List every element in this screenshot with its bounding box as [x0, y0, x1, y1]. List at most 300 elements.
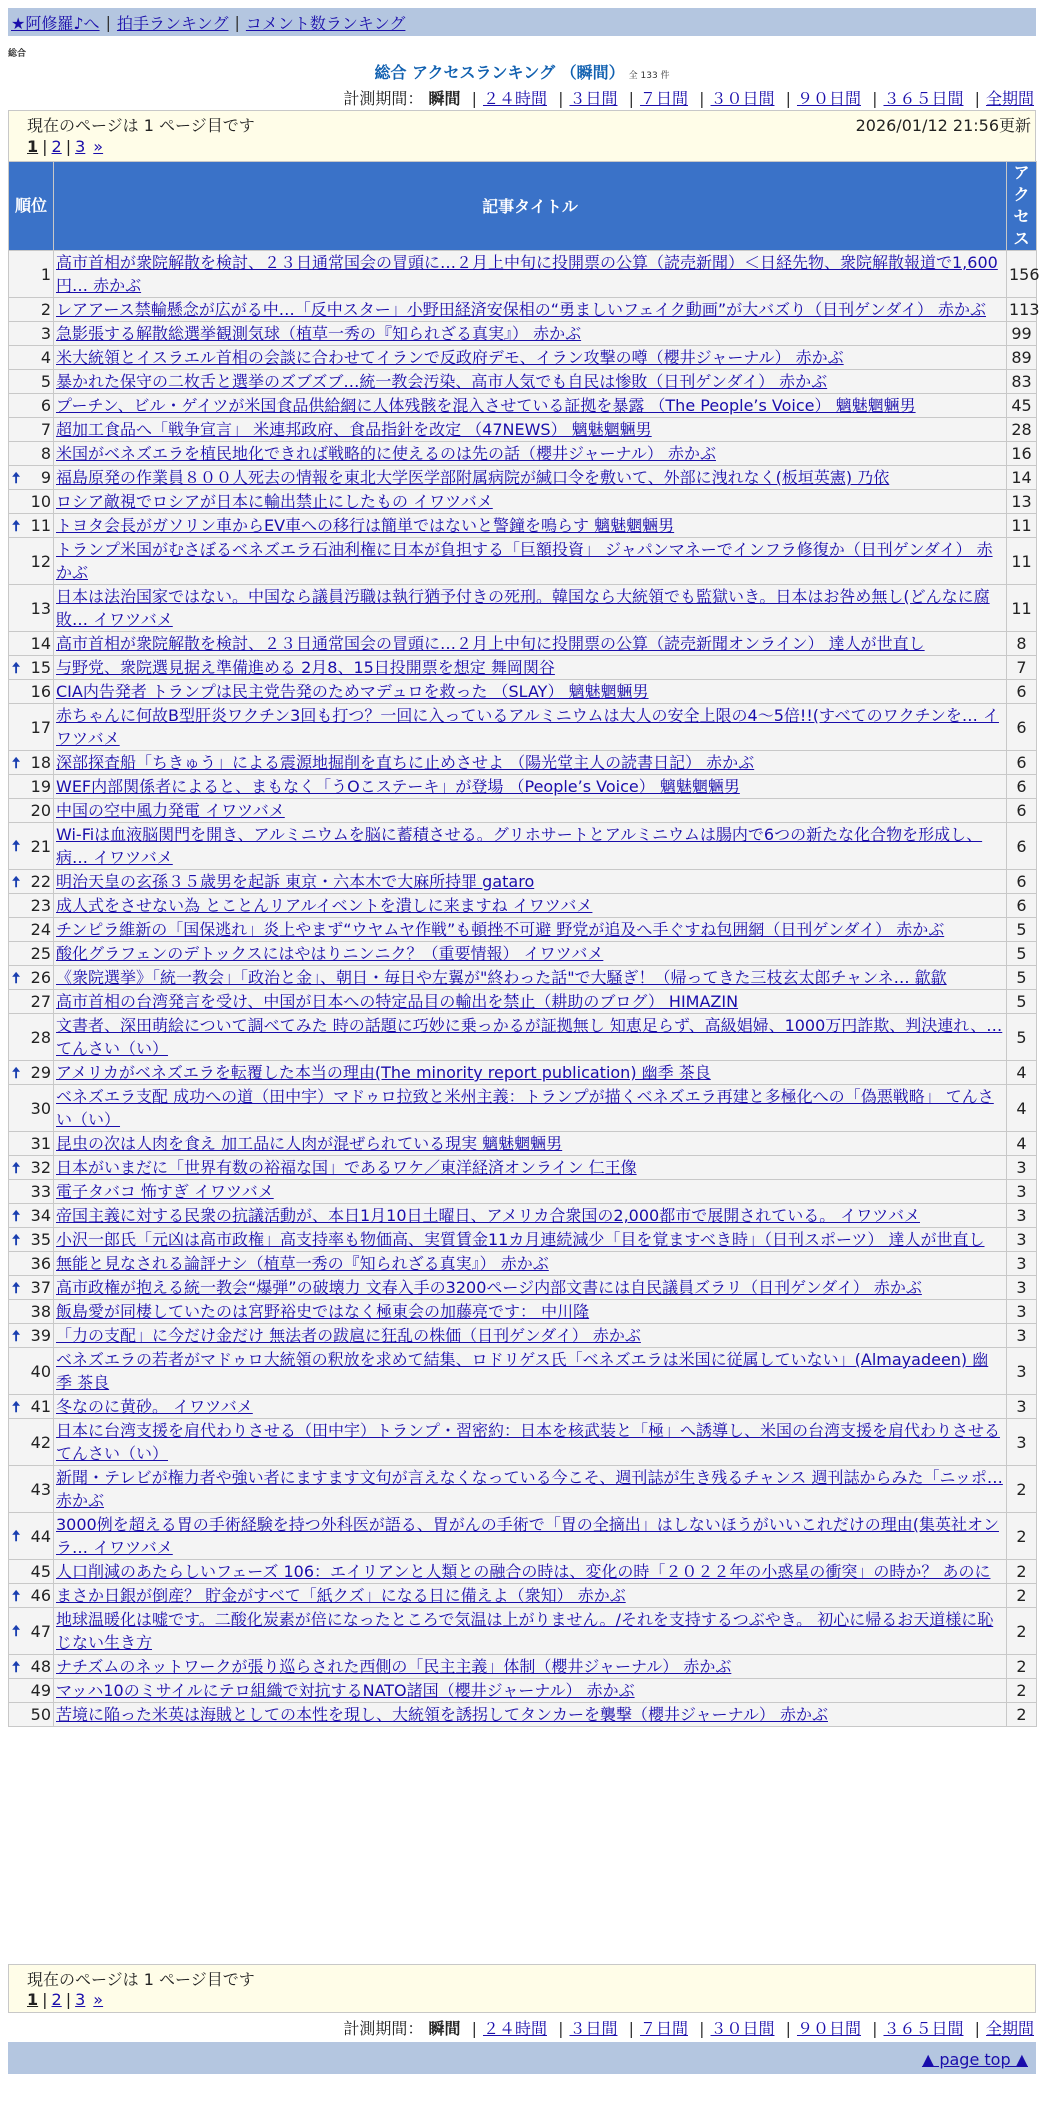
- rank-cell: [9, 1466, 54, 1513]
- period-link-90d[interactable]: ９０日間: [796, 89, 861, 108]
- article-link[interactable]: トヨタ会長がガソリン車からEV車への移行は簡単ではないと警鐘を鳴らす 魑魅魍魎男: [56, 516, 675, 535]
- rank-number: 5: [40, 372, 51, 391]
- rank-number: 22: [30, 872, 51, 891]
- rank-number: 18: [30, 753, 51, 772]
- table-row: [9, 1180, 1037, 1204]
- access-count: 3: [1007, 1228, 1037, 1252]
- period-link-24h[interactable]: ２４時間: [482, 89, 547, 108]
- rank-cell: [9, 490, 54, 514]
- table-row: [9, 1228, 1037, 1252]
- period-link-all[interactable]: 全期間: [985, 2019, 1034, 2038]
- clap-ranking-link[interactable]: 拍手ランキング: [116, 13, 229, 33]
- rank-number: 47: [30, 1621, 51, 1641]
- table-row: [9, 418, 1037, 442]
- access-count: 5: [1007, 990, 1037, 1014]
- table-row: [9, 1204, 1037, 1228]
- rank-cell: [9, 918, 54, 942]
- access-count: 13: [1007, 490, 1037, 514]
- rank-number: 17: [30, 717, 51, 737]
- article-link[interactable]: Wi-Fiは血液脳関門を開き、アルミニウムを脳に蓄積させる。グリホサートとアルミニウムは腸内で6つの新たな化合物を形成し、病… イワツバメ: [56, 825, 983, 867]
- period-link-all[interactable]: 全期間: [985, 89, 1034, 108]
- page-current: 1: [27, 137, 39, 156]
- ranking-title: 総合 アクセスランキング （瞬間）: [374, 63, 625, 82]
- title-cell: [54, 1300, 1007, 1324]
- access-count: 83: [1007, 370, 1037, 394]
- title-cell: [54, 1608, 1007, 1655]
- access-count: 4: [1007, 1061, 1037, 1085]
- period-label: 計測期間：: [343, 2019, 424, 2038]
- access-count: 3: [1007, 1204, 1037, 1228]
- title-cell: [54, 1252, 1007, 1276]
- article-link[interactable]: 小沢一郎氏「元凶は高市政権」高支持率も物価高、実質賃金11カ月連続減少「目を覚ますべき時」（日刊スポーツ） 達人が世直し: [56, 1230, 985, 1249]
- title-cell: [54, 894, 1007, 918]
- article-link[interactable]: 高市首相の台湾発言を受け、中国が日本への特定品目の輸出を禁止（耕助のブログ） HIMAZIN: [56, 992, 739, 1011]
- page-link-2[interactable]: 2: [51, 1990, 62, 2009]
- rank-cell: [9, 775, 54, 799]
- rank-cell: [9, 585, 54, 632]
- article-link[interactable]: 「力の支配」に今だけ金だけ 無法者の跋扈に狂乱の株価（日刊ゲンダイ） 赤かぶ: [56, 1326, 641, 1345]
- nav-separator: |: [234, 12, 240, 32]
- rank-cell: [9, 1395, 54, 1419]
- title-cell: [54, 1348, 1007, 1395]
- rank-cell: [9, 942, 54, 966]
- title-cell: [54, 514, 1007, 538]
- page-title: [0, 60, 1044, 83]
- rank-up-arrow-icon: 🠅: [12, 1206, 21, 1225]
- access-count: 3: [1007, 1419, 1037, 1466]
- rank-cell: [9, 1252, 54, 1276]
- article-link[interactable]: 急影張する解散総選挙観測気球（植草一秀の『知られざる真実』） 赤かぶ: [56, 324, 582, 343]
- access-count: 2: [1007, 1703, 1037, 1727]
- rank-cell: [9, 1703, 54, 1727]
- rank-up-arrow-icon: 🠅: [12, 968, 21, 987]
- rank-cell: [9, 442, 54, 466]
- title-cell: [54, 632, 1007, 656]
- access-count: 7: [1007, 656, 1037, 680]
- rank-number: 39: [30, 1326, 51, 1345]
- article-link[interactable]: レアアース禁輸懸念が広がる中…「反中スター」小野田経済安保相の“勇ましいフェイク動画”が大バズり（日刊ゲンダイ） 赤かぶ: [56, 300, 986, 319]
- rank-number: 11: [30, 516, 51, 535]
- period-link-7d[interactable]: ７日間: [639, 89, 688, 108]
- article-link[interactable]: 米国がベネズエラを植民地化できれば戦略的に使えるのは先の話（櫻井ジャーナル） 赤かぶ: [56, 444, 716, 463]
- comment-ranking-link[interactable]: コメント数ランキング: [245, 13, 406, 33]
- article-link[interactable]: まさか日銀が倒産？ 貯金がすべて「紙クズ」になる日に備えよ（衆知） 赤かぶ: [56, 1586, 626, 1605]
- pagination-bottom: 1 | 2 | 3 »: [27, 1990, 104, 2009]
- table-row: [9, 1252, 1037, 1276]
- rank-cell: [9, 538, 54, 585]
- article-link[interactable]: 米大統領とイスラエル首相の会談に合わせてイランで反政府デモ、イラン攻撃の噂（櫻井ジャーナル） 赤かぶ: [56, 348, 844, 367]
- article-link[interactable]: 与野党、衆院選見据え準備進める 2月8、15日投開票を想定 舞岡関谷: [56, 658, 555, 677]
- title-cell: [54, 1228, 1007, 1252]
- article-link[interactable]: トランプ米国がむさぼるベネズエラ石油利権に日本が負担する「巨額投資」 ジャパンマネーでインフラ修復か（日刊ゲンダイ） 赤かぶ: [56, 540, 993, 582]
- title-cell: [54, 823, 1007, 870]
- rank-cell: [9, 1419, 54, 1466]
- rank-up-arrow-icon: 🠅: [12, 753, 21, 772]
- article-link[interactable]: 無能と見なされる論評ナシ（植草一秀の『知られざる真実』） 赤かぶ: [56, 1254, 549, 1273]
- access-count: 6: [1007, 870, 1037, 894]
- title-cell: [54, 1466, 1007, 1513]
- access-count: 11: [1007, 585, 1037, 632]
- rank-number: 10: [30, 492, 51, 511]
- article-link[interactable]: 人口削減のあたらしいフェーズ 106：エイリアンと人類との融合の時は、変化の時「２０２２年の小惑星の衝突」の時か？ あのに: [56, 1562, 991, 1581]
- period-label: 計測期間：: [343, 89, 424, 108]
- rank-cell: [9, 346, 54, 370]
- period-link-90d[interactable]: ９０日間: [796, 2019, 861, 2038]
- title-cell: [54, 466, 1007, 490]
- rank-cell: [9, 1061, 54, 1085]
- access-count: 6: [1007, 751, 1037, 775]
- table-row: [9, 1608, 1037, 1655]
- access-count: 6: [1007, 775, 1037, 799]
- table-row: [9, 918, 1037, 942]
- access-count: 6: [1007, 799, 1037, 823]
- rank-number: 29: [30, 1063, 51, 1082]
- title-cell: [54, 1061, 1007, 1085]
- access-count: 2: [1007, 1608, 1037, 1655]
- article-link[interactable]: WEF内部関係者によると、まもなく「うOこステーキ」が登場 （People’s Voice） 魑魅魍魎男: [56, 777, 740, 796]
- rank-cell: [9, 298, 54, 322]
- table-row: [9, 656, 1037, 680]
- table-row: [9, 585, 1037, 632]
- page-current: 1: [27, 1990, 39, 2009]
- title-cell: [54, 656, 1007, 680]
- access-count: 5: [1007, 918, 1037, 942]
- access-count: 6: [1007, 680, 1037, 704]
- rank-cell: [9, 823, 54, 870]
- page-info-bottom: [8, 1964, 1036, 2013]
- article-link[interactable]: 高市首相が衆院解散を検討、２３日通常国会の冒頭に…２月上中旬に投開票の公算（読売新聞）＜日経先物、衆院解散報道で1,600円… 赤かぶ: [56, 253, 998, 295]
- table-row: [9, 394, 1037, 418]
- page-link-3[interactable]: 3: [75, 137, 86, 156]
- pagination-top: 1 | 2 | 3 »: [27, 137, 104, 156]
- title-cell: [54, 1276, 1007, 1300]
- table-row: [9, 1466, 1037, 1513]
- rank-up-arrow-icon: 🠅: [12, 468, 21, 487]
- access-count: 2: [1007, 1466, 1037, 1513]
- access-count: 5: [1007, 942, 1037, 966]
- access-count: 3: [1007, 1348, 1037, 1395]
- table-row: [9, 1156, 1037, 1180]
- table-row: [9, 466, 1037, 490]
- rank-cell: [9, 322, 54, 346]
- article-link[interactable]: 暴かれた保守の二枚舌と選挙のズブズブ…統一教会汚染、高市人気でも自民は惨敗（日刊ゲンダイ） 赤かぶ: [56, 372, 828, 391]
- article-link[interactable]: 昆虫の次は人肉を食え 加工品に人肉が混ぜられている現実 魑魅魍魎男: [56, 1134, 563, 1153]
- access-count: 3: [1007, 1276, 1037, 1300]
- rank-number: 26: [30, 968, 51, 987]
- title-cell: [54, 1703, 1007, 1727]
- article-link[interactable]: 日本がいまだに「世界有数の裕福な国」であるワケ／東洋経済オンライン 仁王像: [56, 1158, 637, 1177]
- period-link-30d[interactable]: ３０日間: [710, 89, 775, 108]
- article-link[interactable]: 帝国主義に対する民衆の抗議活動が、本日1月10日土曜日、アメリカ合衆国の2,000都市で展開されている。 イワツバメ: [56, 1206, 920, 1225]
- page-link-2[interactable]: 2: [51, 137, 62, 156]
- rank-cell: [9, 966, 54, 990]
- table-header-row: [9, 162, 1037, 251]
- article-link[interactable]: 3000例を超える胃の手術経験を持つ外科医が語る、胃がんの手術で「胃の全摘出」はしないほうがいいこれだけの理由(集英社オンラ… イワツバメ: [56, 1515, 999, 1557]
- rank-cell: [9, 1276, 54, 1300]
- title-cell: [54, 1180, 1007, 1204]
- table-row: [9, 942, 1037, 966]
- rank-up-arrow-icon: 🠅: [12, 1586, 21, 1605]
- top-nav: [8, 8, 1036, 36]
- page-next-link[interactable]: »: [93, 137, 104, 156]
- access-count: 45: [1007, 394, 1037, 418]
- page-link-3[interactable]: 3: [75, 1990, 86, 2009]
- rank-cell: [9, 799, 54, 823]
- rank-up-arrow-icon: 🠅: [12, 1657, 21, 1676]
- period-link-30d[interactable]: ３０日間: [710, 2019, 775, 2038]
- rank-cell: [9, 1679, 54, 1703]
- rank-cell: [9, 514, 54, 538]
- access-count: 2: [1007, 1560, 1037, 1584]
- access-count: 99: [1007, 322, 1037, 346]
- period-selector-top: 計測期間： 瞬間 | ２４時間 | ３日間 | ７日間 | ３０日間 | ９０日間 | ３６５日間 | 全期間: [343, 89, 1034, 108]
- title-cell: [54, 990, 1007, 1014]
- rank-up-arrow-icon: 🠅: [12, 658, 21, 677]
- rank-cell: [9, 1180, 54, 1204]
- title-cell: [54, 538, 1007, 585]
- rank-number: 28: [30, 1027, 51, 1047]
- access-count: 3: [1007, 1395, 1037, 1419]
- table-row: [9, 1324, 1037, 1348]
- home-link[interactable]: ★阿修羅♪へ: [11, 13, 100, 33]
- page-info-top: [8, 110, 1036, 162]
- table-row: [9, 1395, 1037, 1419]
- table-row: [9, 1300, 1037, 1324]
- access-count: 16: [1007, 442, 1037, 466]
- rank-number: 46: [30, 1586, 51, 1605]
- table-row: [9, 251, 1037, 298]
- article-link[interactable]: ベネズエラの若者がマドゥロ大統領の釈放を求めて結集、ロドリゲス氏「ベネズエラは米国に従属していない」(Almayadeen) 幽季 茶良: [56, 1350, 989, 1392]
- access-count: 156: [1007, 251, 1037, 298]
- title-cell: [54, 966, 1007, 990]
- article-link[interactable]: 高市首相が衆院解散を検討、２３日通常国会の冒頭に…２月上中旬に投開票の公算（読売新聞オンライン） 達人が世直し: [56, 634, 925, 653]
- article-link[interactable]: マッハ10のミサイルにテロ組織で対抗するNATO諸国（櫻井ジャーナル） 赤かぶ: [56, 1681, 635, 1700]
- table-row: [9, 1348, 1037, 1395]
- article-link[interactable]: 苦境に陥った米英は海賊としての本性を現し、大統領を誘拐してタンカーを襲撃（櫻井ジャーナル） 赤かぶ: [56, 1705, 828, 1724]
- title-cell: [54, 1132, 1007, 1156]
- title-cell: [54, 1655, 1007, 1679]
- rank-cell: [9, 1584, 54, 1608]
- rank-cell: [9, 704, 54, 751]
- table-row: [9, 775, 1037, 799]
- article-link[interactable]: 日本に台湾支援を肩代わりさせる（田中宇）トランプ・習密約：日本を核武装と「極」へ誘導し、米国の台湾支援を肩代わりさせる てんさい（い）: [56, 1421, 1001, 1463]
- access-count: 6: [1007, 823, 1037, 870]
- access-count: 2: [1007, 1655, 1037, 1679]
- article-link[interactable]: 地球温暖化は嘘です。二酸化炭素が倍になったところで気温は上がりません。/それを支持するつぶやき。 初心に帰るお天道様に恥じない生き方: [56, 1610, 994, 1652]
- article-link[interactable]: 超加工食品へ「戦争宣言」 米連邦政府、食品指針を改定 （47NEWS） 魑魅魍魎男: [56, 420, 652, 439]
- title-cell: [54, 585, 1007, 632]
- total-count: 全 133 件: [628, 71, 670, 81]
- article-link[interactable]: ロシア敵視でロシアが日本に輸出禁止にしたもの イワツバメ: [56, 492, 493, 511]
- title-cell: [54, 1014, 1007, 1061]
- rank-up-arrow-icon: 🠅: [12, 1622, 21, 1640]
- rank-up-arrow-icon: 🠅: [12, 872, 21, 891]
- table-row: [9, 514, 1037, 538]
- period-current: 瞬間: [428, 2019, 461, 2038]
- article-link[interactable]: ベネズエラ支配 成功への道（田中宇）マドゥロ拉致と米州主義：トランプが描くベネズエラ再建と多極化への「偽悪戦略」 てんさい（い）: [56, 1087, 994, 1129]
- table-row: [9, 966, 1037, 990]
- article-link[interactable]: 高市政権が抱える統一教会“爆弾”の破壊力 文春入手の3200ページ内部文書には自民議員ズラリ（日刊ゲンダイ） 赤かぶ: [56, 1278, 922, 1297]
- period-link-3d[interactable]: ３日間: [569, 89, 618, 108]
- access-count: 3: [1007, 1156, 1037, 1180]
- rank-up-arrow-icon: 🠅: [12, 1230, 21, 1249]
- title-cell: [54, 442, 1007, 466]
- rank-cell: [9, 1014, 54, 1061]
- article-link[interactable]: 深部探査船「ちきゅう」による震源地掘削を直ちに止めさせよ （陽光堂主人の読書日記） 赤かぶ: [56, 753, 755, 772]
- table-row: [9, 823, 1037, 870]
- rank-number: 37: [30, 1278, 51, 1297]
- rank-up-arrow-icon: 🠅: [12, 516, 21, 535]
- ranking-body: [9, 251, 1040, 1727]
- title-cell: [54, 1584, 1007, 1608]
- access-count: 3: [1007, 1324, 1037, 1348]
- access-count: 5: [1007, 1014, 1037, 1061]
- access-count: 3: [1007, 1252, 1037, 1276]
- table-row: [9, 1679, 1037, 1703]
- rank-up-arrow-icon: 🠅: [12, 1326, 21, 1345]
- access-count: 28: [1007, 418, 1037, 442]
- title-cell: [54, 751, 1007, 775]
- article-link[interactable]: 福島原発の作業員８００人死去の情報を東北大学医学部附属病院が緘口令を敷いて、外部に洩れなく(板垣英憲) 乃依: [56, 468, 890, 487]
- access-count: 3: [1007, 1180, 1037, 1204]
- table-row: [9, 1513, 1037, 1560]
- article-link[interactable]: CIA内告発者 トランプは民主党告発のためマデュロを救った （SLAY） 魑魅魍魎男: [56, 682, 649, 701]
- article-link[interactable]: 成人式をさせない為 とことんリアルイベントを潰しに来ますね イワツバメ: [56, 896, 593, 915]
- table-row: [9, 1560, 1037, 1584]
- rank-number: 4: [40, 348, 51, 367]
- rank-number: 24: [30, 920, 51, 939]
- table-row: [9, 990, 1037, 1014]
- access-count: 89: [1007, 346, 1037, 370]
- rank-number: 2: [40, 300, 51, 319]
- rank-up-arrow-icon: 🠅: [12, 1278, 21, 1297]
- title-cell: [54, 298, 1007, 322]
- rank-number: 7: [40, 420, 51, 439]
- rank-cell: [9, 1228, 54, 1252]
- period-link-365d[interactable]: ３６５日間: [883, 89, 964, 108]
- article-link[interactable]: アメリカがベネズエラを転覆した本当の理由(The minority report publication) 幽季 茶良: [56, 1063, 711, 1082]
- column-rank: 順位: [9, 162, 54, 251]
- title-cell: [54, 322, 1007, 346]
- title-cell: [54, 251, 1007, 298]
- title-cell: [54, 394, 1007, 418]
- article-link[interactable]: ナチズムのネットワークが張り巡らされた西側の「民主主義」体制（櫻井ジャーナル） 赤かぶ: [56, 1657, 732, 1676]
- access-count: 2: [1007, 1513, 1037, 1560]
- page-next-link[interactable]: »: [93, 1990, 104, 2009]
- rank-number: 41: [30, 1397, 51, 1416]
- article-link[interactable]: プーチン、ビル・ゲイツが米国食品供給網に人体残骸を混入させている証拠を暴露 （The People’s Voice） 魑魅魍魎男: [56, 396, 916, 415]
- column-title: 記事タイトル: [54, 162, 1007, 251]
- period-link-3d[interactable]: ３日間: [569, 2019, 618, 2038]
- rank-up-arrow-icon: 🠅: [12, 1397, 21, 1416]
- rank-cell: [9, 251, 54, 298]
- rank-number: 50: [30, 1705, 51, 1724]
- period-current: 瞬間: [428, 89, 461, 108]
- rank-number: 16: [30, 682, 51, 701]
- table-row: [9, 370, 1037, 394]
- page-top-link[interactable]: ▲ page top ▲: [921, 2050, 1028, 2069]
- rank-number: 15: [30, 658, 51, 677]
- rank-number: 6: [40, 396, 51, 415]
- rank-number: 32: [30, 1158, 51, 1177]
- rank-cell: [9, 1513, 54, 1560]
- table-row: [9, 1655, 1037, 1679]
- table-row: [9, 1085, 1037, 1132]
- page-info-text: 現在のページは 1 ページ目です: [27, 1970, 255, 1989]
- rank-cell: [9, 1132, 54, 1156]
- rank-number: 44: [30, 1526, 51, 1546]
- period-link-365d[interactable]: ３６５日間: [883, 2019, 964, 2038]
- title-cell: [54, 1560, 1007, 1584]
- rank-number: 14: [30, 634, 51, 653]
- title-cell: [54, 1395, 1007, 1419]
- article-link[interactable]: チンピラ維新の「国保逃れ」炎上やまず“ウヤムヤ作戦”も頓挫不可避 野党が追及へ手ぐすね包囲網（日刊ゲンダイ） 赤かぶ: [56, 920, 945, 939]
- title-cell: [54, 870, 1007, 894]
- rank-number: 30: [30, 1098, 51, 1118]
- rank-number: 27: [30, 992, 51, 1011]
- rank-number: 21: [30, 836, 51, 856]
- article-link[interactable]: 飯島愛が同棲していたのは宮野裕史ではなく極東会の加藤亮です： 中川隆: [56, 1302, 590, 1321]
- rank-cell: [9, 1324, 54, 1348]
- access-count: 14: [1007, 466, 1037, 490]
- title-cell: [54, 918, 1007, 942]
- period-link-7d[interactable]: ７日間: [639, 2019, 688, 2038]
- access-count: 4: [1007, 1085, 1037, 1132]
- rank-up-arrow-icon: 🠅: [12, 1527, 21, 1545]
- rank-number: 3: [40, 324, 51, 343]
- article-link[interactable]: 冬なのに黄砂。 イワツバメ: [56, 1397, 253, 1416]
- table-row: [9, 751, 1037, 775]
- table-row: [9, 298, 1037, 322]
- article-link[interactable]: 新聞・テレビが権力者や強い者にますます文句が言えなくなっている今こそ、週刊誌が生き残るチャンス 週刊誌からみた「ニッポ… 赤かぶ: [56, 1468, 1003, 1510]
- period-link-24h[interactable]: ２４時間: [482, 2019, 547, 2038]
- article-link[interactable]: 中国の空中風力発電 イワツバメ: [56, 801, 285, 820]
- access-count: 2: [1007, 1679, 1037, 1703]
- rank-number: 40: [30, 1361, 51, 1381]
- rank-cell: [9, 394, 54, 418]
- article-link[interactable]: 《衆院選挙》「統一教会」「政治と金」、朝日・毎日や左翼が"終わった話"で大騒ぎ！（帰ってきた三枝玄太郎チャンネ… 歙歙: [56, 968, 947, 987]
- access-count: 113: [1007, 298, 1037, 322]
- updated-timestamp: 2026/01/12 21:56更新: [855, 116, 1031, 135]
- title-cell: [54, 680, 1007, 704]
- article-link[interactable]: 赤ちゃんに何故B型肝炎ワクチン3回も打つ？一回に入っているアルミニウムは大人の安全上限の4～5倍!!(すべてのワクチンを… イワツバメ: [56, 706, 999, 748]
- access-count: 11: [1007, 514, 1037, 538]
- rank-cell: [9, 1655, 54, 1679]
- article-link[interactable]: 文書者、深田萌絵について調べてみた 時の話題に巧妙に乗っかるが証拠無し 知恵足らず、高級娼婦、1000万円詐欺、判決連れ、… てんさい（い）: [56, 1016, 1003, 1058]
- article-link[interactable]: 明治天皇の玄孫３５歳男を起訴 東京・六本木で大麻所持罪 gataro: [56, 872, 535, 891]
- rank-cell: [9, 894, 54, 918]
- footer-bar: [8, 2042, 1036, 2074]
- rank-number: 1: [40, 264, 51, 284]
- article-link[interactable]: 電子タバコ 怖すぎ イワツバメ: [56, 1182, 274, 1201]
- article-link[interactable]: 酸化グラフェンのデトックスにはやはりニンニク？（重要情報） イワツバメ: [56, 944, 604, 963]
- table-row: [9, 538, 1037, 585]
- rank-cell: [9, 680, 54, 704]
- title-cell: [54, 346, 1007, 370]
- rank-cell: [9, 870, 54, 894]
- title-cell: [54, 370, 1007, 394]
- table-row: [9, 799, 1037, 823]
- access-count: 5: [1007, 966, 1037, 990]
- rank-number: 9: [40, 468, 51, 487]
- rank-up-arrow-icon: 🠅: [12, 1158, 21, 1177]
- rank-number: 12: [30, 551, 51, 571]
- title-cell: [54, 1324, 1007, 1348]
- article-link[interactable]: 日本は法治国家ではない。中国なら議員汚職は執行猶予付きの死刑。韓国なら大統領でも監獄いき。日本はお咎め無し(どんなに腐敗… イワツバメ: [56, 587, 990, 629]
- rank-up-arrow-icon: 🠅: [12, 837, 21, 855]
- table-row: [9, 1132, 1037, 1156]
- access-count: 6: [1007, 894, 1037, 918]
